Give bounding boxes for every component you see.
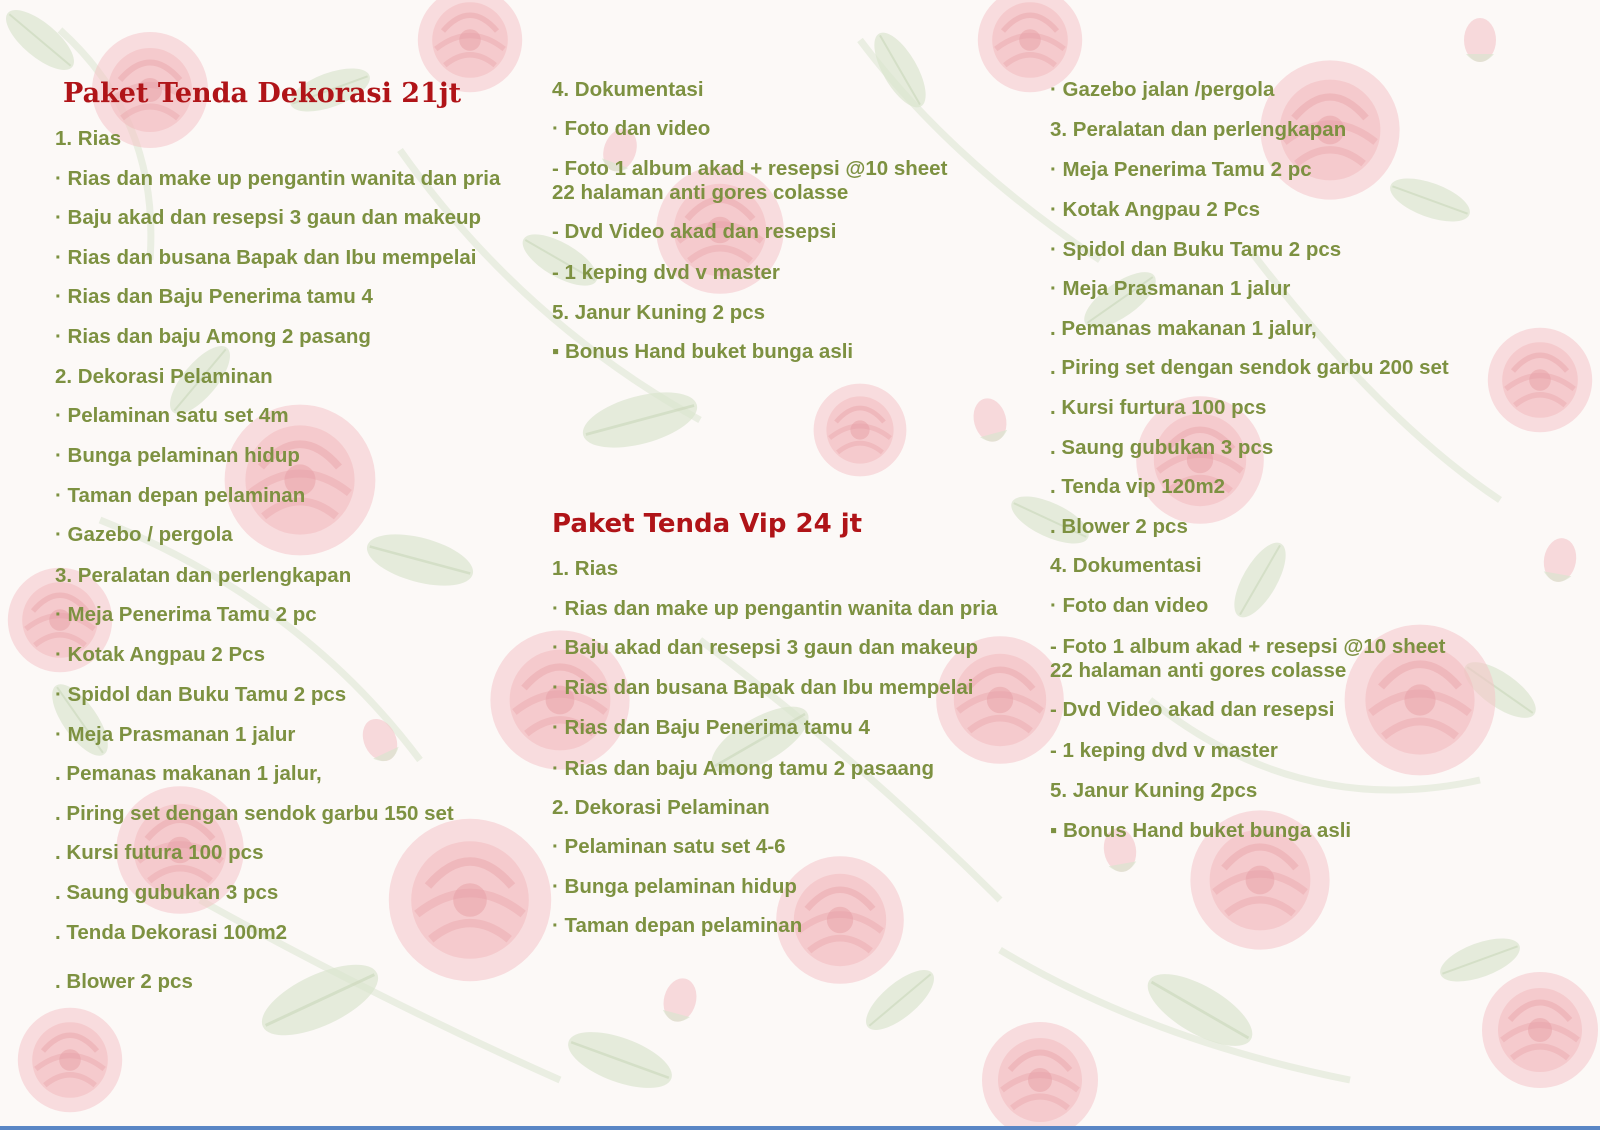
bottom-border-line <box>0 1126 1600 1130</box>
left-package-title: Paket Tenda Dekorasi 21jt <box>63 78 462 109</box>
list-item: 5. Janur Kuning 2 pcs <box>552 301 766 324</box>
list-item: · Rias dan Baju Penerima tamu 4 <box>55 285 373 308</box>
list-item: · Gazebo jalan /pergola <box>1050 78 1275 101</box>
list-item: · Kotak Angpau 2 Pcs <box>55 643 265 666</box>
list-item: · Rias dan make up pengantin wanita dan pria <box>55 167 501 190</box>
list-item: · Spidol dan Buku Tamu 2 pcs <box>55 683 347 706</box>
list-item: . Blower 2 pcs <box>1050 515 1188 538</box>
list-item: - Foto 1 album akad + resepsi @10 sheet <box>1050 635 1446 658</box>
list-item: · Meja Prasmanan 1 jalur <box>1050 277 1291 300</box>
list-item: 2. Dekorasi Pelaminan <box>55 365 273 388</box>
list-item: . Piring set dengan sendok garbu 200 set <box>1050 356 1449 379</box>
list-item: · Foto dan video <box>552 117 711 140</box>
list-item: · Pelaminan satu set 4-6 <box>552 835 786 858</box>
list-item: · Baju akad dan resepsi 3 gaun dan makeup <box>55 206 482 229</box>
list-item: · Gazebo / pergola <box>55 523 233 546</box>
list-item: - 1 keping dvd v master <box>1050 739 1278 762</box>
list-item: · Taman depan pelaminan <box>55 484 306 507</box>
list-item: 4. Dokumentasi <box>1050 554 1202 577</box>
list-item: · Meja Penerima Tamu 2 pc <box>1050 158 1312 181</box>
list-item: . Pemanas makanan 1 jalur, <box>1050 317 1317 340</box>
middle-package-title: Paket Tenda Vip 24 jt <box>552 509 863 539</box>
list-item: · Meja Penerima Tamu 2 pc <box>55 603 317 626</box>
list-item: 1. Rias <box>552 557 619 580</box>
list-item: 22 halaman anti gores colasse <box>552 181 849 204</box>
list-item: 2. Dekorasi Pelaminan <box>552 796 770 819</box>
list-item: · Bunga pelaminan hidup <box>552 875 797 898</box>
list-item: · Rias dan make up pengantin wanita dan pria <box>552 597 998 620</box>
list-item: · Rias dan Baju Penerima tamu 4 <box>552 716 870 739</box>
list-item: . Saung gubukan 3 pcs <box>1050 436 1274 459</box>
list-item: · Rias dan busana Bapak dan Ibu mempelai <box>55 246 477 269</box>
list-item: - Foto 1 album akad + resepsi @10 sheet <box>552 157 948 180</box>
list-item: · Rias dan busana Bapak dan Ibu mempelai <box>552 676 974 699</box>
list-item: . Blower 2 pcs <box>55 970 193 993</box>
list-item: ▪ Bonus Hand buket bunga asli <box>1050 819 1352 842</box>
list-item: 5. Janur Kuning 2pcs <box>1050 779 1258 802</box>
list-item: 1. Rias <box>55 127 122 150</box>
list-item: . Tenda Dekorasi 100m2 <box>55 921 288 944</box>
list-item: . Saung gubukan 3 pcs <box>55 881 279 904</box>
list-item: · Kotak Angpau 2 Pcs <box>1050 198 1260 221</box>
list-item: · Taman depan pelaminan <box>552 914 803 937</box>
list-item: · Bunga pelaminan hidup <box>55 444 300 467</box>
list-item: 3. Peralatan dan perlengkapan <box>55 564 352 587</box>
list-item: · Foto dan video <box>1050 594 1209 617</box>
list-item: . Pemanas makanan 1 jalur, <box>55 762 322 785</box>
list-item: 4. Dokumentasi <box>552 78 704 101</box>
list-item: · Meja Prasmanan 1 jalur <box>55 723 296 746</box>
list-item: · Rias dan baju Among 2 pasang <box>55 325 371 348</box>
list-item: ▪ Bonus Hand buket bunga asli <box>552 340 854 363</box>
list-item: 3. Peralatan dan perlengkapan <box>1050 118 1347 141</box>
list-item: · Spidol dan Buku Tamu 2 pcs <box>1050 238 1342 261</box>
list-item: . Kursi futura 100 pcs <box>55 841 264 864</box>
list-item: . Piring set dengan sendok garbu 150 set <box>55 802 454 825</box>
list-item: - Dvd Video akad dan resepsi <box>552 220 837 243</box>
list-item: · Baju akad dan resepsi 3 gaun dan makeup <box>552 636 979 659</box>
list-item: . Kursi furtura 100 pcs <box>1050 396 1267 419</box>
list-item: · Rias dan baju Among tamu 2 pasaang <box>552 757 934 780</box>
list-item: · Pelaminan satu set 4m <box>55 404 289 427</box>
list-item: 22 halaman anti gores colasse <box>1050 659 1347 682</box>
list-item: - 1 keping dvd v master <box>552 261 780 284</box>
list-item: . Tenda vip 120m2 <box>1050 475 1226 498</box>
list-item: - Dvd Video akad dan resepsi <box>1050 698 1335 721</box>
